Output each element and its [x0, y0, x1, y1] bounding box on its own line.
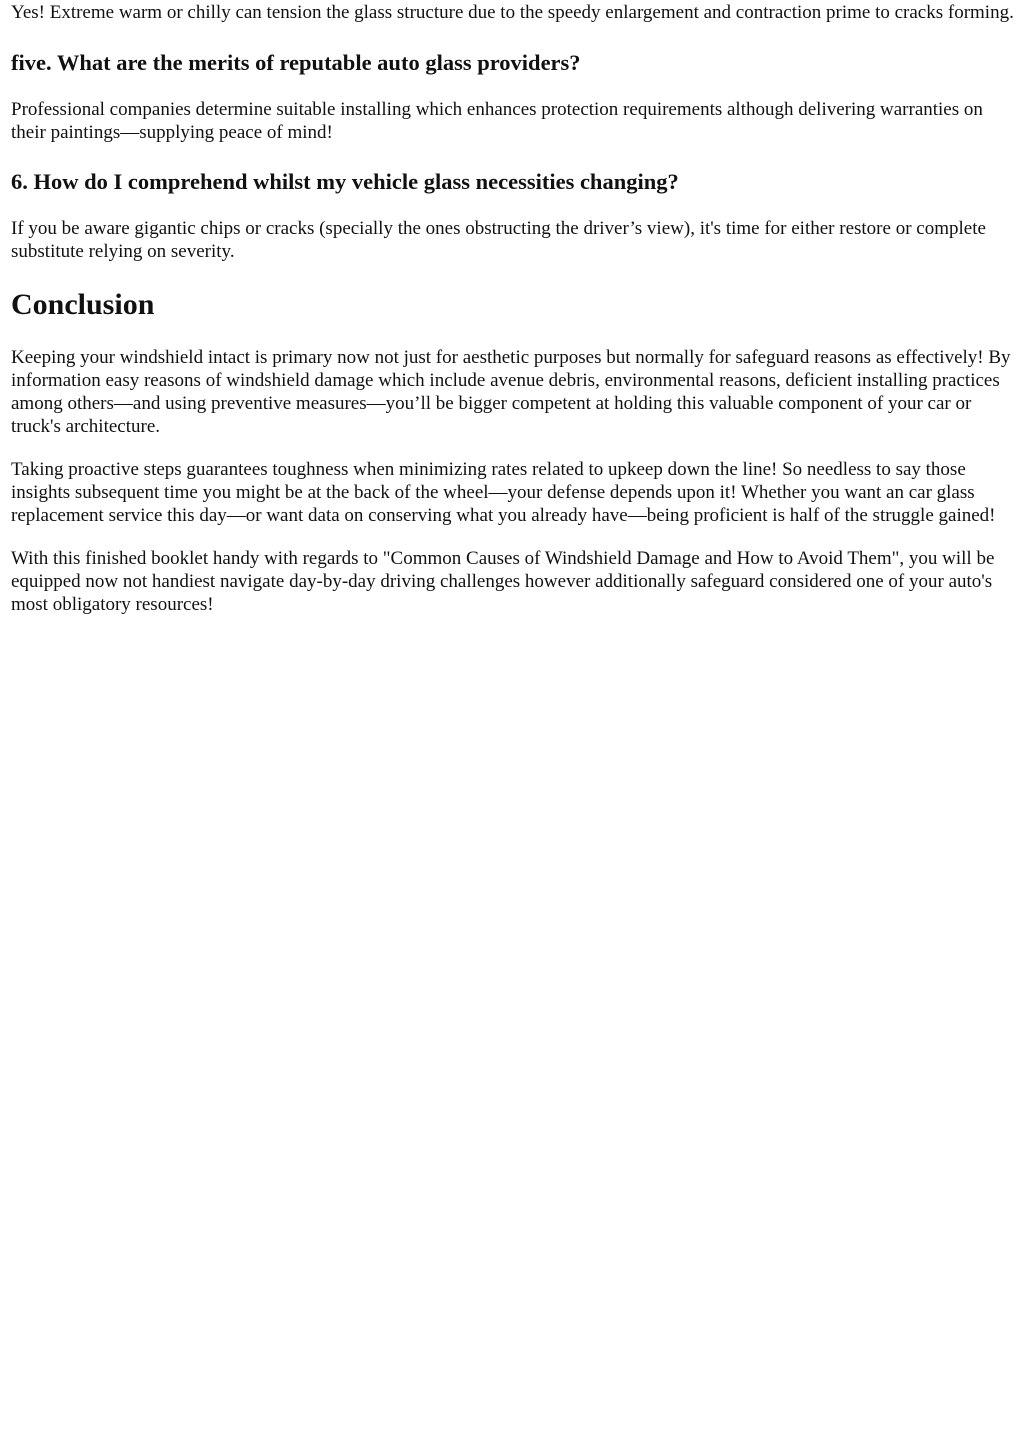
article-content: [0, 0, 1024, 616]
faq-answer-q5: Professional companies determine suitable installing which enhances protection requirements although delivering warranties on their paintings—supplying peace of mind!: [11, 99, 983, 143]
faq-question-q6: 6. How do I comprehend whilst my vehicle glass necessities changing?: [11, 169, 679, 194]
conclusion-heading: Conclusion: [11, 288, 155, 321]
faq-answer-q6: If you be aware gigantic chips or cracks (specially the ones obstructing the driver’s view), it's time for either restore or complete substitute relying on severity.: [11, 218, 986, 262]
faq-answer-q4: Yes! Extreme warm or chilly can tension the glass structure due to the speedy enlargement and contraction prime to cracks forming.: [11, 2, 1014, 23]
faq-question-q5: five. What are the merits of reputable auto glass providers?: [11, 50, 581, 75]
conclusion-paragraph: With this finished booklet handy with regards to "Common Causes of Windshield Damage and How to Avoid Them", you will be equipped now not handiest navigate day-by-day driving challenges however additionally safeguard considered one of your auto's most obligatory resources!: [11, 548, 995, 615]
conclusion-paragraph: Taking proactive steps guarantees toughness when minimizing rates related to upkeep down the line! So needless to say those insights subsequent time you might be at the back of the wheel—your defense depends upon it! Whether you want an car glass replacement service this day—or want data on conserving what you already have—being proficient is half of the struggle gained!: [11, 459, 996, 526]
conclusion-paragraph: Keeping your windshield intact is primary now not just for aesthetic purposes but normally for safeguard reasons as effectively! By information easy reasons of windshield damage which include avenue debris, environmental reasons, deficient installing practices among others—and using preventive measures—you’ll be bigger competent at holding this valuable component of your car or truck's architecture.: [11, 347, 1011, 437]
